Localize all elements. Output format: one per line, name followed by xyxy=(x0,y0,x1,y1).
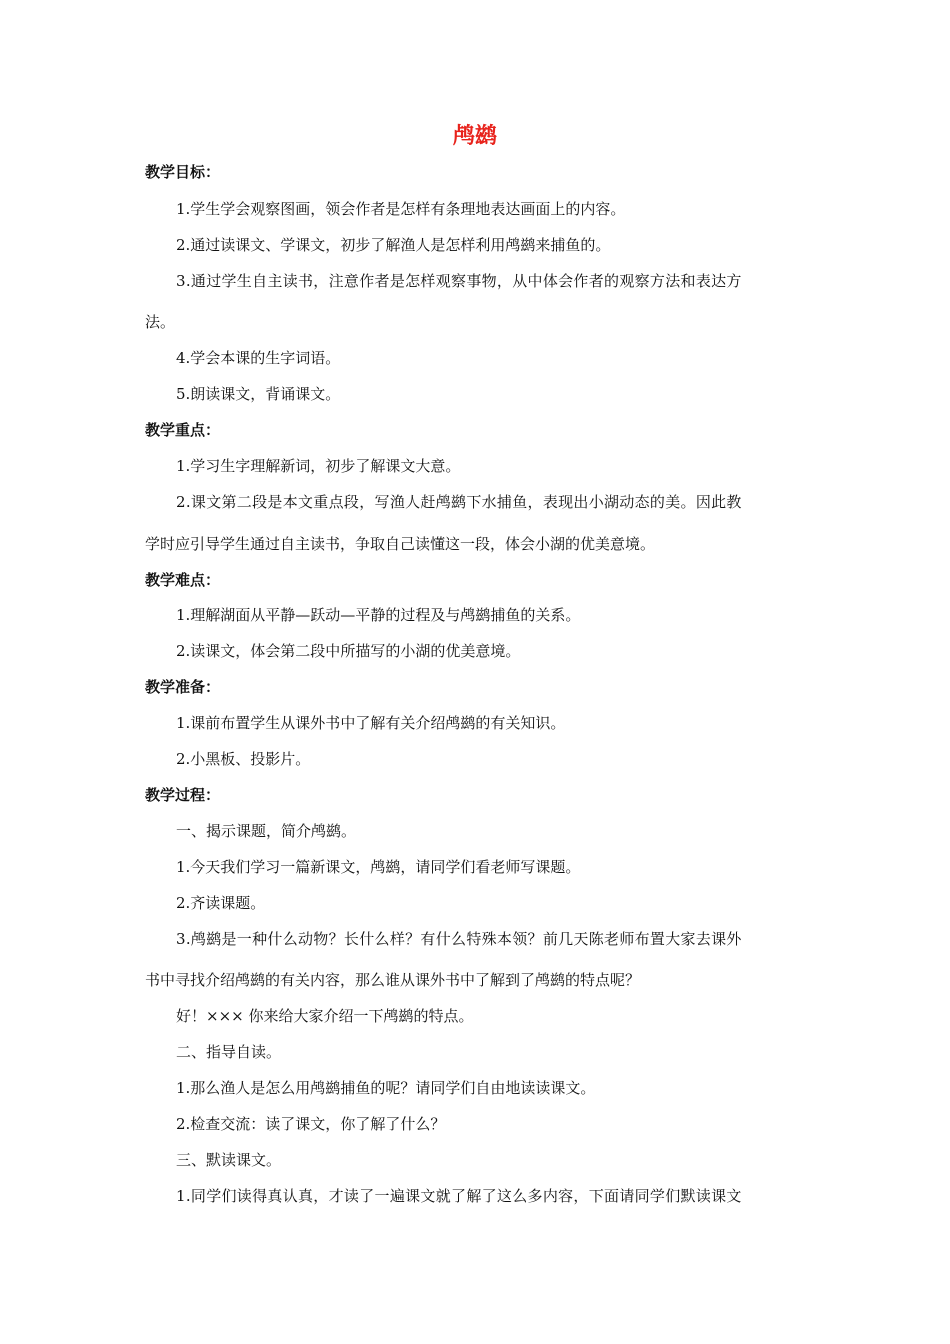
process-line-6: 二、指导自读。 xyxy=(176,1043,282,1061)
process-line-10: 1.同学们读得真认真，才读了一遍课文就了解了这么多内容，下面请同学们默读课文 xyxy=(176,1187,742,1205)
key-points-line-2-continued: 学时应引导学生通过自主读书，争取自己读懂这一段，体会小湖的优美意境。 xyxy=(145,535,656,553)
objectives-line-3: 3.通过学生自主读书，注意作者是怎样观察事物，从中体会作者的观察方法和表达方 xyxy=(176,272,742,290)
objectives-line-5: 5.朗读课文，背诵课文。 xyxy=(176,385,341,403)
process-line-5: 好！××× 你来给大家介绍一下鸬鹚的特点。 xyxy=(176,1007,474,1025)
objectives-line-2: 2.通过读课文、学课文，初步了解渔人是怎样利用鸬鹚来捕鱼的。 xyxy=(176,236,611,254)
preparation-line-1: 1.课前布置学生从课外书中了解有关介绍鸬鹚的有关知识。 xyxy=(176,714,566,732)
section-heading-preparation: 教学准备： xyxy=(145,678,221,696)
section-heading-difficulties: 教学难点： xyxy=(145,571,221,589)
objectives-line-3-continued: 法。 xyxy=(145,313,176,331)
objectives-line-4: 4.学会本课的生字词语。 xyxy=(176,349,341,367)
section-heading-process: 教学过程： xyxy=(145,786,221,804)
process-line-3: 2.齐读课题。 xyxy=(176,894,266,912)
key-points-line-2: 2.课文第二段是本文重点段，写渔人赶鸬鹚下水捕鱼，表现出小湖动态的美。因此教 xyxy=(176,493,742,511)
section-heading-key-points: 教学重点： xyxy=(145,421,221,439)
process-line-2: 1.今天我们学习一篇新课文，鸬鹚，请同学们看老师写课题。 xyxy=(176,858,581,876)
difficulties-line-1: 1.理解湖面从平静—跃动—平静的过程及与鸬鹚捕鱼的关系。 xyxy=(176,606,581,624)
preparation-line-2: 2.小黑板、投影片。 xyxy=(176,750,311,768)
document-title: 鸬鹚 xyxy=(452,124,497,149)
process-line-7: 1.那么渔人是怎么用鸬鹚捕鱼的呢？请同学们自由地读读课文。 xyxy=(176,1079,596,1097)
key-points-line-1: 1.学习生字理解新词，初步了解课文大意。 xyxy=(176,457,461,475)
process-line-9: 三、默读课文。 xyxy=(176,1151,282,1169)
difficulties-line-2: 2.读课文，体会第二段中所描写的小湖的优美意境。 xyxy=(176,642,521,660)
process-line-8: 2.检查交流：读了课文，你了解了什么？ xyxy=(176,1115,446,1133)
objectives-line-1: 1.学生学会观察图画，领会作者是怎样有条理地表达画面上的内容。 xyxy=(176,200,626,218)
process-line-1: 一、揭示课题，简介鸬鹚。 xyxy=(176,822,357,840)
section-heading-objectives: 教学目标： xyxy=(145,163,221,181)
process-line-4: 3.鸬鹚是一种什么动物？长什么样？有什么特殊本领？前几天陈老师布置大家去课外 xyxy=(176,930,742,948)
process-line-4-continued: 书中寻找介绍鸬鹚的有关内容，那么谁从课外书中了解到了鸬鹚的特点呢？ xyxy=(145,971,641,989)
